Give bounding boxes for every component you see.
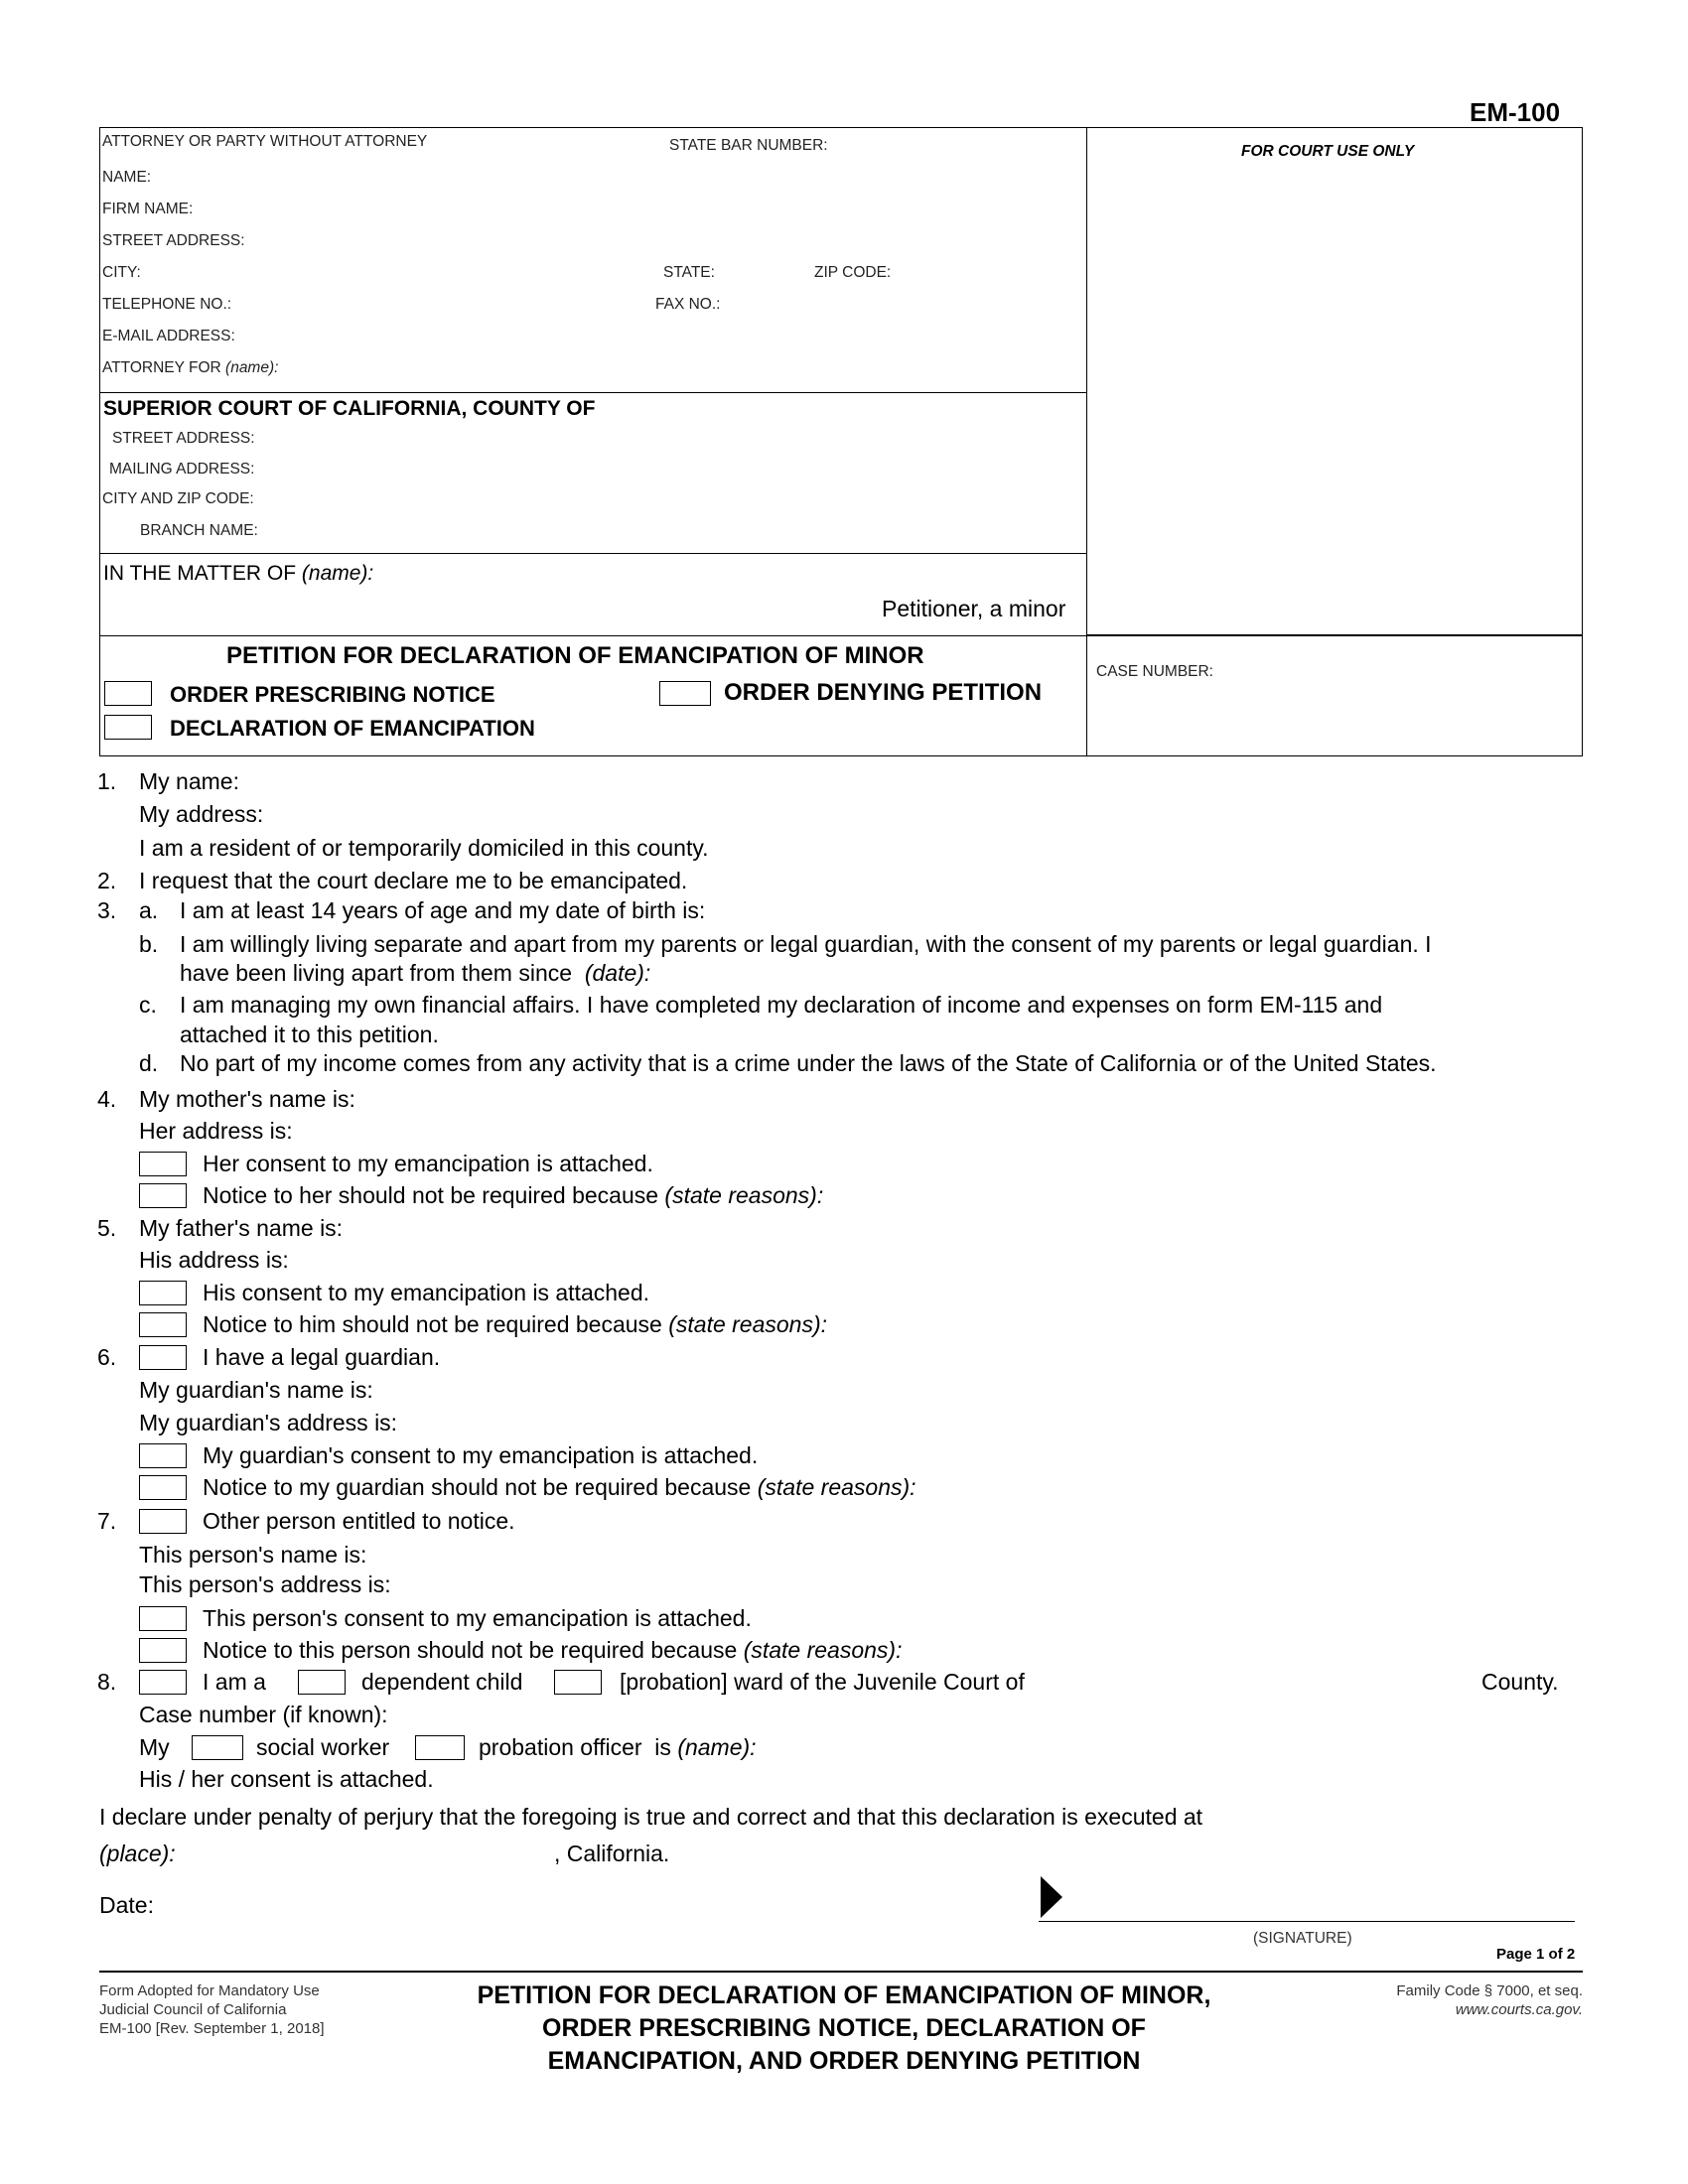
item-7-name: This person's name is:: [139, 1542, 367, 1568]
item-8-am-a: I am a: [203, 1669, 266, 1695]
item-4-number: 4.: [97, 1086, 117, 1112]
item-5-consent-checkbox[interactable]: [139, 1281, 187, 1305]
zip-label: ZIP CODE:: [814, 264, 892, 281]
item-6-checkbox[interactable]: [139, 1345, 187, 1370]
item-5-notice: Notice to him should not be required because (state reasons):: [203, 1311, 828, 1337]
item-6-name: My guardian's name is:: [139, 1377, 373, 1403]
item-3d-text: No part of my income comes from any activity that is a crime under the laws of the State of California or of the United States.: [180, 1050, 1437, 1076]
footer-rule: [99, 1971, 1583, 1973]
state-label: STATE:: [663, 264, 715, 281]
court-street-label: STREET ADDRESS:: [112, 430, 255, 447]
item-5-consent: His consent to my emancipation is attached.: [203, 1280, 650, 1305]
item-7-number: 7.: [97, 1508, 117, 1534]
item-3b-text-1: I am willingly living separate and apart from my parents or legal guardian, with the consent of my parents or legal guardian. I: [180, 931, 1432, 957]
item-1-resident: I am a resident of or temporarily domiciled in this county.: [139, 835, 709, 861]
street-label: STREET ADDRESS:: [102, 232, 245, 249]
item-6-notice-checkbox[interactable]: [139, 1475, 187, 1500]
case-number-box: [1086, 635, 1583, 756]
item-1-name: My name:: [139, 768, 239, 794]
item-5-number: 5.: [97, 1215, 117, 1241]
item-3b-text-2: have been living apart from them since (date):: [180, 960, 651, 986]
item-3c-text-2: attached it to this petition.: [180, 1022, 439, 1047]
order-denying-checkbox[interactable]: [659, 681, 711, 706]
fax-label: FAX NO.:: [655, 296, 721, 313]
item-8-ward: [probation] ward of the Juvenile Court of: [620, 1669, 1025, 1695]
court-title: SUPERIOR COURT OF CALIFORNIA, COUNTY OF: [103, 397, 596, 420]
item-5-notice-checkbox[interactable]: [139, 1312, 187, 1337]
footer-left-line-3: EM-100 [Rev. September 1, 2018]: [99, 2020, 325, 2037]
signature-caption: (SIGNATURE): [1253, 1930, 1352, 1947]
matter-of-label: IN THE MATTER OF (name):: [103, 562, 374, 585]
page-number: Page 1 of 2: [1496, 1946, 1576, 1963]
item-8-checkbox[interactable]: [139, 1670, 187, 1695]
probation-officer-checkbox[interactable]: [415, 1735, 465, 1760]
footer-title: [377, 1979, 1311, 2078]
petition-title: PETITION FOR DECLARATION OF EMANCIPATION OF MINOR: [226, 642, 924, 669]
place-label: (place):: [99, 1841, 176, 1866]
court-use-label: FOR COURT USE ONLY: [1241, 143, 1415, 160]
footer-left-line-1: Form Adopted for Mandatory Use: [99, 1982, 320, 1999]
california-label: , California.: [554, 1841, 670, 1866]
declaration-label: DECLARATION OF EMANCIPATION: [170, 716, 535, 741]
declaration-checkbox[interactable]: [104, 715, 152, 740]
footer-left-line-2: Judicial Council of California: [99, 2001, 287, 2018]
firm-name-label: FIRM NAME:: [102, 201, 194, 217]
item-7-notice-checkbox[interactable]: [139, 1638, 187, 1663]
item-8-probation-officer: probation officer is (name):: [479, 1734, 757, 1760]
email-label: E-MAIL ADDRESS:: [102, 328, 235, 344]
item-3a-text: I am at least 14 years of age and my date of birth is:: [180, 897, 706, 923]
item-7-consent: This person's consent to my emancipation is attached.: [203, 1605, 752, 1631]
item-4-address: Her address is:: [139, 1118, 293, 1144]
case-number-label: CASE NUMBER:: [1096, 663, 1213, 680]
item-4-consent-checkbox[interactable]: [139, 1152, 187, 1176]
item-8-social-worker: social worker: [256, 1734, 390, 1760]
item-4-notice-checkbox[interactable]: [139, 1183, 187, 1208]
item-3b-letter: b.: [139, 931, 159, 957]
item-6-address: My guardian's address is:: [139, 1410, 398, 1435]
item-8-consent: His / her consent is attached.: [139, 1766, 434, 1792]
item-6-consent-checkbox[interactable]: [139, 1443, 187, 1468]
attorney-box: [99, 127, 1087, 393]
item-8-number: 8.: [97, 1669, 117, 1695]
item-4-consent: Her consent to my emancipation is attached.: [203, 1151, 653, 1176]
city-label: CITY:: [102, 264, 141, 281]
item-7-address: This person's address is:: [139, 1571, 391, 1597]
item-3c-text-1: I am managing my own financial affairs. I have completed my declaration of income and expenses on form EM-115 and: [180, 992, 1383, 1018]
item-5-name: My father's name is:: [139, 1215, 344, 1241]
footer-right-line-1: Family Code § 7000, et seq.: [1396, 1982, 1583, 1999]
attorney-for-label: ATTORNEY FOR (name):: [102, 359, 279, 376]
item-7-consent-checkbox[interactable]: [139, 1606, 187, 1631]
item-3d-letter: d.: [139, 1050, 159, 1076]
item-4-name: My mother's name is:: [139, 1086, 355, 1112]
item-1-address: My address:: [139, 801, 264, 827]
signature-line[interactable]: [1039, 1921, 1575, 1922]
item-1-number: 1.: [97, 768, 117, 794]
dependent-child-checkbox[interactable]: [298, 1670, 346, 1695]
date-label: Date:: [99, 1892, 154, 1918]
item-2-number: 2.: [97, 868, 117, 893]
state-bar-label: STATE BAR NUMBER:: [669, 137, 828, 154]
court-use-box: [1086, 127, 1583, 635]
footer-title-line-2: ORDER PRESCRIBING NOTICE, DECLARATION OF: [542, 2014, 1146, 2042]
signature-arrow-icon: [1039, 1874, 1064, 1920]
item-3-number: 3.: [97, 897, 117, 923]
form-id: EM-100: [1470, 97, 1561, 127]
declaration-text: I declare under penalty of perjury that the foregoing is true and correct and that this declaration is executed at: [99, 1804, 1203, 1830]
order-notice-label: ORDER PRESCRIBING NOTICE: [170, 682, 495, 707]
order-notice-checkbox[interactable]: [104, 681, 152, 706]
court-branch-label: BRANCH NAME:: [140, 522, 258, 539]
item-6-text: I have a legal guardian.: [203, 1344, 441, 1370]
attorney-header: ATTORNEY OR PARTY WITHOUT ATTORNEY: [102, 133, 428, 150]
item-8-county: County.: [1481, 1669, 1559, 1695]
item-3a-letter: a.: [139, 897, 159, 923]
item-6-notice: Notice to my guardian should not be required because (state reasons):: [203, 1474, 916, 1500]
item-2-text: I request that the court declare me to be emancipated.: [139, 868, 688, 893]
footer-title-line-3: EMANCIPATION, AND ORDER DENYING PETITION: [547, 2047, 1141, 2075]
item-8-dependent: dependent child: [361, 1669, 523, 1695]
item-7-checkbox[interactable]: [139, 1509, 187, 1534]
ward-checkbox[interactable]: [554, 1670, 602, 1695]
footer-title-line-1: PETITION FOR DECLARATION OF EMANCIPATION OF MINOR,: [477, 1981, 1211, 2009]
footer-right: [1285, 1981, 1583, 2019]
court-mailing-label: MAILING ADDRESS:: [109, 461, 255, 478]
telephone-label: TELEPHONE NO.:: [102, 296, 232, 313]
item-5-address: His address is:: [139, 1247, 289, 1273]
item-7-text: Other person entitled to notice.: [203, 1508, 515, 1534]
footer-left: [99, 1981, 325, 2038]
court-city-zip-label: CITY AND ZIP CODE:: [102, 490, 254, 507]
item-8-my: My: [139, 1734, 170, 1760]
item-7-notice: Notice to this person should not be required because (state reasons):: [203, 1637, 903, 1663]
footer-right-line-2: www.courts.ca.gov.: [1455, 2001, 1583, 2018]
item-4-notice: Notice to her should not be required because (state reasons):: [203, 1182, 824, 1208]
item-6-number: 6.: [97, 1344, 117, 1370]
petitioner-label: Petitioner, a minor: [882, 596, 1066, 621]
order-denying-label: ORDER DENYING PETITION: [724, 679, 1043, 706]
item-8-case: Case number (if known):: [139, 1702, 388, 1727]
item-3c-letter: c.: [139, 992, 157, 1018]
social-worker-checkbox[interactable]: [192, 1735, 243, 1760]
item-6-consent: My guardian's consent to my emancipation is attached.: [203, 1442, 759, 1468]
name-label: NAME:: [102, 169, 152, 186]
